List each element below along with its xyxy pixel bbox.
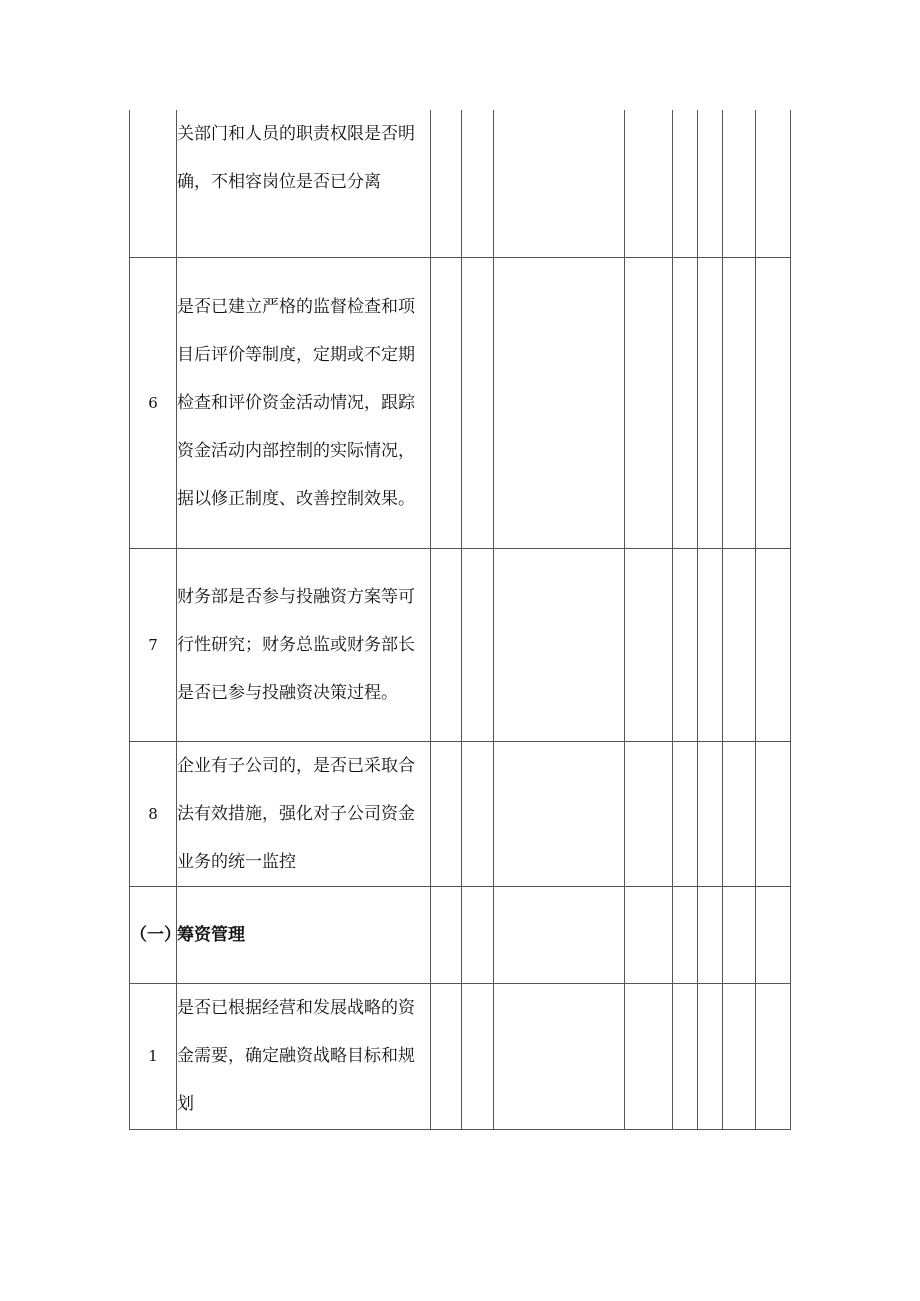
blank-cell — [431, 983, 462, 1129]
row-number-cell: 8 — [130, 741, 177, 886]
blank-cell — [756, 257, 791, 548]
blank-cell — [673, 548, 698, 741]
check-item-cell: 是否已根据经营和发展战略的资金需要，确定融资战略目标和规划 — [177, 983, 431, 1129]
table-row — [130, 983, 791, 1129]
row-number-cell — [130, 110, 177, 257]
blank-cell — [431, 257, 462, 548]
blank-cell — [723, 886, 756, 983]
blank-cell — [462, 110, 494, 257]
section-number-cell: （一） — [130, 886, 177, 983]
blank-cell — [698, 548, 723, 741]
section-header-row — [130, 886, 791, 983]
blank-cell — [673, 257, 698, 548]
blank-cell — [625, 110, 673, 257]
blank-cell — [494, 548, 625, 741]
blank-cell — [673, 110, 698, 257]
row-number-cell: 1 — [130, 983, 177, 1129]
blank-cell — [723, 257, 756, 548]
blank-cell — [494, 110, 625, 257]
blank-cell — [494, 741, 625, 886]
blank-cell — [625, 741, 673, 886]
blank-cell — [494, 257, 625, 548]
blank-cell — [462, 257, 494, 548]
blank-cell — [494, 983, 625, 1129]
blank-cell — [723, 983, 756, 1129]
blank-cell — [625, 886, 673, 983]
blank-cell — [698, 257, 723, 548]
section-title-cell: 筹资管理 — [177, 886, 431, 983]
blank-cell — [673, 983, 698, 1129]
check-item-cell: 是否已建立严格的监督检查和项目后评价等制度，定期或不定期检查和评价资金活动情况，跟踪资金活动内部控制的实际情况，据以修正制度、改善控制效果。 — [177, 257, 431, 548]
table-row — [130, 741, 791, 886]
blank-cell — [462, 548, 494, 741]
blank-cell — [698, 983, 723, 1129]
blank-cell — [698, 110, 723, 257]
blank-cell — [625, 983, 673, 1129]
blank-cell — [673, 741, 698, 886]
blank-cell — [462, 741, 494, 886]
blank-cell — [698, 886, 723, 983]
blank-cell — [431, 741, 462, 886]
blank-cell — [462, 886, 494, 983]
internal-control-checklist-table — [129, 110, 791, 1130]
blank-cell — [723, 110, 756, 257]
blank-cell — [723, 741, 756, 886]
blank-cell — [698, 741, 723, 886]
check-item-cell: 关部门和人员的职责权限是否明确，不相容岗位是否已分离 — [177, 110, 431, 257]
check-item-cell: 财务部是否参与投融资方案等可行性研究；财务总监或财务部长是否已参与投融资决策过程。 — [177, 548, 431, 741]
blank-cell — [756, 110, 791, 257]
blank-cell — [431, 110, 462, 257]
row-number-cell: 7 — [130, 548, 177, 741]
blank-cell — [431, 548, 462, 741]
blank-cell — [625, 257, 673, 548]
blank-cell — [723, 548, 756, 741]
blank-cell — [756, 741, 791, 886]
table-row — [130, 548, 791, 741]
blank-cell — [756, 983, 791, 1129]
blank-cell — [756, 548, 791, 741]
check-item-cell: 企业有子公司的，是否已采取合法有效措施，强化对子公司资金业务的统一监控 — [177, 741, 431, 886]
blank-cell — [462, 983, 494, 1129]
table-row — [130, 110, 791, 257]
blank-cell — [431, 886, 462, 983]
blank-cell — [673, 886, 698, 983]
row-number-cell: 6 — [130, 257, 177, 548]
blank-cell — [625, 548, 673, 741]
blank-cell — [494, 886, 625, 983]
table-row — [130, 257, 791, 548]
blank-cell — [756, 886, 791, 983]
